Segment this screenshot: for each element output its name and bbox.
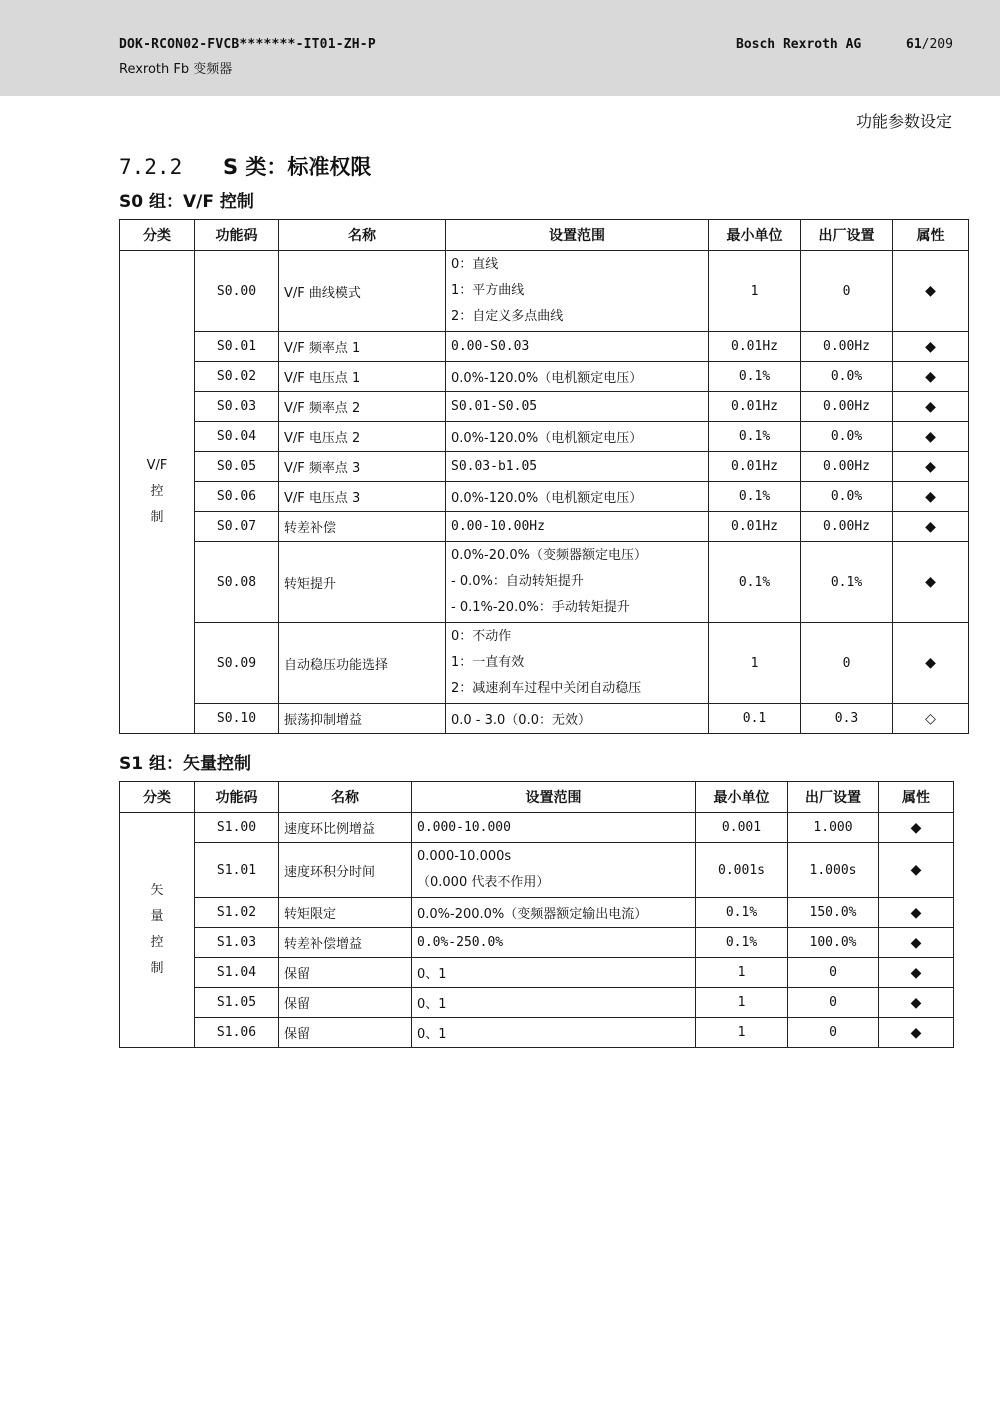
name-cell: 振荡抑制增益 bbox=[279, 704, 446, 734]
code-cell: S0.04 bbox=[195, 422, 279, 452]
default-cell: 0.0% bbox=[801, 362, 893, 392]
default-cell: 0.00Hz bbox=[801, 452, 893, 482]
range-line: （0.000 代表不作用） bbox=[417, 875, 550, 890]
code-cell: S0.10 bbox=[195, 704, 279, 734]
default-cell: 0.3 bbox=[801, 704, 893, 734]
range-cell bbox=[446, 623, 709, 704]
range-cell bbox=[446, 251, 709, 332]
group-s1-title: S1 组：矢量控制 bbox=[119, 754, 251, 774]
attribute-cell: ◆ bbox=[893, 362, 969, 392]
default-cell: 0 bbox=[788, 988, 879, 1018]
col-category: 分类 bbox=[120, 220, 195, 251]
name-cell: 转差补偿 bbox=[279, 512, 446, 542]
table-row bbox=[120, 813, 954, 843]
attribute-cell: ◆ bbox=[893, 452, 969, 482]
name-cell: 保留 bbox=[279, 1018, 412, 1048]
unit-cell: 1 bbox=[696, 988, 788, 1018]
table-row bbox=[120, 332, 969, 362]
category-line: 矢 bbox=[150, 883, 164, 898]
range-line: 0：直线 bbox=[451, 257, 499, 272]
section-number: 7.2.2 bbox=[119, 155, 183, 179]
default-cell: 0 bbox=[801, 251, 893, 332]
code-cell: S1.03 bbox=[195, 928, 279, 958]
unit-cell: 1 bbox=[709, 251, 801, 332]
table-row bbox=[120, 1018, 954, 1048]
attribute-cell: ◆ bbox=[879, 928, 954, 958]
default-cell: 100.0% bbox=[788, 928, 879, 958]
attribute-cell: ◆ bbox=[879, 813, 954, 843]
attribute-cell: ◆ bbox=[893, 542, 969, 623]
table-row bbox=[120, 512, 969, 542]
range-cell: 0.0%-120.0%（电机额定电压） bbox=[446, 482, 709, 512]
section-title bbox=[119, 151, 371, 181]
attribute-cell: ◆ bbox=[879, 958, 954, 988]
unit-cell: 0.1% bbox=[709, 362, 801, 392]
range-cell: 0.00-10.00Hz bbox=[446, 512, 709, 542]
unit-cell: 1 bbox=[709, 623, 801, 704]
s1-parameter-table bbox=[119, 781, 954, 1048]
name-cell: V/F 电压点 2 bbox=[279, 422, 446, 452]
category-line: V/F bbox=[146, 458, 168, 473]
code-cell: S0.09 bbox=[195, 623, 279, 704]
col-attr: 属性 bbox=[879, 782, 954, 813]
unit-cell: 0.1% bbox=[696, 928, 788, 958]
unit-cell: 0.001s bbox=[696, 843, 788, 898]
unit-cell: 0.1 bbox=[709, 704, 801, 734]
name-cell: 保留 bbox=[279, 958, 412, 988]
table-row bbox=[120, 623, 969, 704]
unit-cell: 1 bbox=[696, 958, 788, 988]
company-name: Bosch Rexroth AG bbox=[736, 37, 862, 52]
code-cell: S1.00 bbox=[195, 813, 279, 843]
name-cell: 转矩提升 bbox=[279, 542, 446, 623]
default-cell: 0.00Hz bbox=[801, 332, 893, 362]
name-cell: 转差补偿增益 bbox=[279, 928, 412, 958]
default-cell: 0 bbox=[801, 623, 893, 704]
name-cell: 速度环积分时间 bbox=[279, 843, 412, 898]
table-row bbox=[120, 542, 969, 623]
code-cell: S1.06 bbox=[195, 1018, 279, 1048]
document-code: DOK-RCON02-FVCB*******-IT01-ZH-P bbox=[119, 37, 376, 52]
unit-cell: 0.1% bbox=[709, 542, 801, 623]
code-cell: S0.08 bbox=[195, 542, 279, 623]
table-row bbox=[120, 843, 954, 898]
default-cell: 0.00Hz bbox=[801, 512, 893, 542]
range-cell: S0.03-b1.05 bbox=[446, 452, 709, 482]
col-name: 名称 bbox=[279, 220, 446, 251]
attribute-cell: ◆ bbox=[893, 512, 969, 542]
attribute-cell: ◆ bbox=[879, 988, 954, 1018]
attribute-cell: ◆ bbox=[893, 392, 969, 422]
range-line: 1：一直有效 bbox=[451, 655, 525, 670]
default-cell: 0.00Hz bbox=[801, 392, 893, 422]
table-row bbox=[120, 251, 969, 332]
range-cell: 0.000-10.000 bbox=[412, 813, 696, 843]
unit-cell: 0.01Hz bbox=[709, 512, 801, 542]
range-line: - 0.0%：自动转矩提升 bbox=[451, 574, 584, 589]
attribute-cell: ◆ bbox=[893, 482, 969, 512]
range-cell: 0.0%-120.0%（电机额定电压） bbox=[446, 422, 709, 452]
attribute-cell: ◆ bbox=[879, 1018, 954, 1048]
code-cell: S1.02 bbox=[195, 898, 279, 928]
range-cell: 0、1 bbox=[412, 958, 696, 988]
col-range: 设置范围 bbox=[412, 782, 696, 813]
default-cell: 0.0% bbox=[801, 482, 893, 512]
category-cell bbox=[120, 251, 195, 734]
attribute-cell: ◆ bbox=[893, 422, 969, 452]
col-name: 名称 bbox=[279, 782, 412, 813]
name-cell: V/F 电压点 3 bbox=[279, 482, 446, 512]
range-cell bbox=[446, 542, 709, 623]
attribute-cell: ◆ bbox=[893, 251, 969, 332]
table-row bbox=[120, 958, 954, 988]
product-name: Rexroth Fb 变频器 bbox=[119, 62, 233, 77]
table-header-row bbox=[120, 782, 954, 813]
range-cell: 0.0%-250.0% bbox=[412, 928, 696, 958]
name-cell: V/F 频率点 1 bbox=[279, 332, 446, 362]
name-cell: 保留 bbox=[279, 988, 412, 1018]
category-line: 量 bbox=[150, 909, 164, 924]
default-cell: 0.0% bbox=[801, 422, 893, 452]
range-cell: 0.0%-120.0%（电机额定电压） bbox=[446, 362, 709, 392]
unit-cell: 0.001 bbox=[696, 813, 788, 843]
page-header bbox=[0, 0, 1000, 96]
category-line: 控 bbox=[150, 935, 164, 950]
name-cell: V/F 频率点 2 bbox=[279, 392, 446, 422]
code-cell: S1.04 bbox=[195, 958, 279, 988]
table-row bbox=[120, 482, 969, 512]
default-cell: 0 bbox=[788, 958, 879, 988]
col-default: 出厂设置 bbox=[801, 220, 893, 251]
code-cell: S0.07 bbox=[195, 512, 279, 542]
table-row bbox=[120, 898, 954, 928]
attribute-cell: ◆ bbox=[893, 623, 969, 704]
range-line: 2：减速刹车过程中关闭自动稳压 bbox=[451, 681, 642, 696]
table-row bbox=[120, 452, 969, 482]
table-row bbox=[120, 928, 954, 958]
code-cell: S0.03 bbox=[195, 392, 279, 422]
col-category: 分类 bbox=[120, 782, 195, 813]
col-default: 出厂设置 bbox=[788, 782, 879, 813]
page-number bbox=[906, 37, 953, 52]
code-cell: S1.01 bbox=[195, 843, 279, 898]
range-cell: 0、1 bbox=[412, 988, 696, 1018]
category-cell bbox=[120, 813, 195, 1048]
range-cell: 0.0 - 3.0（0.0：无效） bbox=[446, 704, 709, 734]
code-cell: S1.05 bbox=[195, 988, 279, 1018]
range-line: - 0.1%-20.0%：手动转矩提升 bbox=[451, 600, 630, 615]
range-line: 0.0%-20.0%（变频器额定电压） bbox=[451, 548, 648, 563]
name-cell: V/F 曲线模式 bbox=[279, 251, 446, 332]
table-row bbox=[120, 362, 969, 392]
code-cell: S0.05 bbox=[195, 452, 279, 482]
category-line: 制 bbox=[150, 510, 164, 525]
col-unit: 最小单位 bbox=[696, 782, 788, 813]
range-cell bbox=[412, 843, 696, 898]
default-cell: 1.000 bbox=[788, 813, 879, 843]
range-line: 0：不动作 bbox=[451, 629, 512, 644]
default-cell: 0 bbox=[788, 1018, 879, 1048]
s0-parameter-table bbox=[119, 219, 969, 734]
name-cell: V/F 频率点 3 bbox=[279, 452, 446, 482]
unit-cell: 0.01Hz bbox=[709, 452, 801, 482]
table-row bbox=[120, 988, 954, 1018]
col-attr: 属性 bbox=[893, 220, 969, 251]
range-cell: 0.0%-200.0%（变频器额定输出电流） bbox=[412, 898, 696, 928]
attribute-cell: ◆ bbox=[879, 843, 954, 898]
col-unit: 最小单位 bbox=[709, 220, 801, 251]
chapter-title: 功能参数设定 bbox=[855, 112, 952, 131]
range-line: 2：自定义多点曲线 bbox=[451, 309, 564, 324]
default-cell: 1.000s bbox=[788, 843, 879, 898]
table-row bbox=[120, 392, 969, 422]
name-cell: 自动稳压功能选择 bbox=[279, 623, 446, 704]
range-cell: 0、1 bbox=[412, 1018, 696, 1048]
default-cell: 0.1% bbox=[801, 542, 893, 623]
unit-cell: 0.1% bbox=[709, 482, 801, 512]
category-line: 制 bbox=[150, 961, 164, 976]
col-code: 功能码 bbox=[195, 782, 279, 813]
code-cell: S0.06 bbox=[195, 482, 279, 512]
code-cell: S0.00 bbox=[195, 251, 279, 332]
page-current: 61 bbox=[906, 37, 922, 52]
range-line: 0.000-10.000s bbox=[417, 849, 512, 864]
attribute-cell: ◆ bbox=[893, 332, 969, 362]
name-cell: V/F 电压点 1 bbox=[279, 362, 446, 392]
range-line: 1：平方曲线 bbox=[451, 283, 525, 298]
section-name: S 类：标准权限 bbox=[223, 155, 372, 179]
table-row bbox=[120, 422, 969, 452]
range-cell: 0.00-S0.03 bbox=[446, 332, 709, 362]
attribute-cell: ◇ bbox=[893, 704, 969, 734]
unit-cell: 0.01Hz bbox=[709, 332, 801, 362]
page-total: /209 bbox=[921, 37, 953, 52]
range-cell: S0.01-S0.05 bbox=[446, 392, 709, 422]
name-cell: 转矩限定 bbox=[279, 898, 412, 928]
unit-cell: 1 bbox=[696, 1018, 788, 1048]
col-range: 设置范围 bbox=[446, 220, 709, 251]
unit-cell: 0.1% bbox=[696, 898, 788, 928]
group-s0-title: S0 组：V/F 控制 bbox=[119, 192, 254, 212]
category-line: 控 bbox=[150, 484, 164, 499]
name-cell: 速度环比例增益 bbox=[279, 813, 412, 843]
unit-cell: 0.1% bbox=[709, 422, 801, 452]
table-header-row bbox=[120, 220, 969, 251]
table-row bbox=[120, 704, 969, 734]
code-cell: S0.02 bbox=[195, 362, 279, 392]
code-cell: S0.01 bbox=[195, 332, 279, 362]
unit-cell: 0.01Hz bbox=[709, 392, 801, 422]
default-cell: 150.0% bbox=[788, 898, 879, 928]
attribute-cell: ◆ bbox=[879, 898, 954, 928]
col-code: 功能码 bbox=[195, 220, 279, 251]
